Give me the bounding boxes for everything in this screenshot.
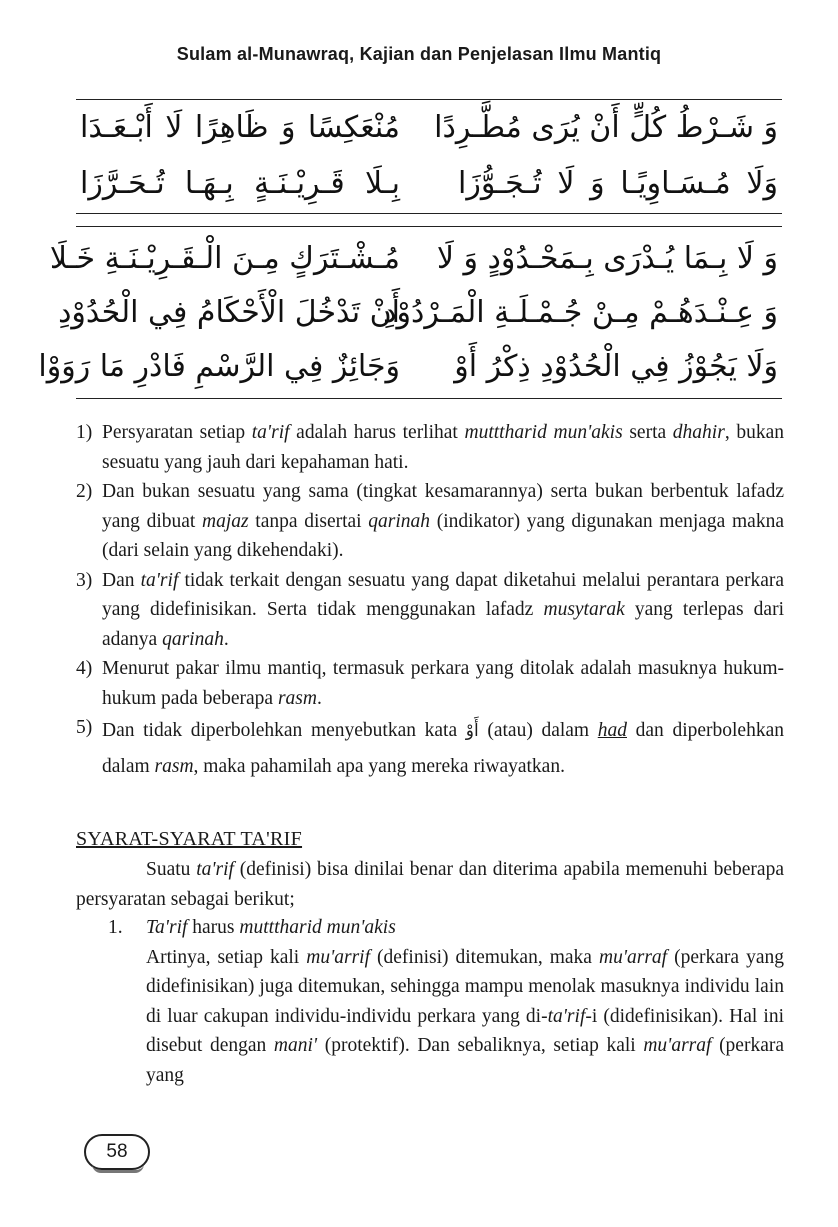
note-text: Dan ta'rif tidak terkait dengan sesuatu yang dapat diketahui melalui perantara perkara yang didefinisikan. Serta tidak menggunakan lafadz musytarak yang terlepas dari adanya qarinah.	[102, 569, 784, 650]
note-item	[76, 418, 784, 477]
requirement-number: 1.	[108, 917, 123, 938]
note-text: Menurut pakar ilmu mantiq, termasuk perkara yang ditolak adalah masuknya hukum-hukum pada beberapa rasm.	[102, 658, 784, 709]
running-header: Sulam al-Munawraq, Kajian dan Penjelasan Ilmu Mantiq	[176, 44, 662, 64]
verse-sadr: وَلَا يَجُوْزُ فِي الْحُدُوْدِ ذِكْرُ أَوْ	[454, 349, 778, 384]
verse-line	[76, 103, 782, 153]
note-number: 3)	[76, 569, 93, 591]
note-text: Dan tidak diperbolehkan menyebutkan kata أَوْ (atau) dalam had dan diperbolehkan dalam rasm, maka pahamilah apa yang mereka riwayatkan.	[102, 720, 784, 777]
verse-rule-mid-b	[76, 226, 782, 227]
verse-line	[38, 342, 782, 392]
note-item	[76, 566, 784, 655]
verse-sadr: وَ لَا بِـمَا يُـدْرَى بِـمَحْـدُوْدٍ وَ لَا	[436, 241, 778, 276]
verse-rule-top	[76, 99, 782, 100]
section-intro: Suatu ta'rif (definisi) bisa dinilai benar dan diterima apabila memenuhi beberapa persyaratan sebagai berikut;	[76, 859, 784, 910]
verse-sadr: وَ عِـنْـدَهُـمْ مِـنْ جُـمْـلَـةِ الْمَـرْدُوْدِ	[383, 295, 778, 330]
note-number: 5)	[76, 717, 93, 738]
translation-notes	[76, 418, 784, 784]
requirement-paragraph: Artinya, setiap kali mu'arrif (definisi) ditemukan, maka mu'arraf (perkara yang didefinisikan) juga ditemukan, sehingga mampu menolak masuknya individu lain di luar cakupan individu-individu perkara yang di-ta'rif-i (didefinisikan). Hal ini disebut dengan mani' (protektif). Dan sebaliknya, setiap kali mu'arraf (perkara yang	[146, 946, 785, 1086]
note-number: 4)	[76, 658, 93, 679]
section-title: SYARAT-SYARAT TA'RIF	[76, 828, 303, 850]
verse-ajuz: مُـشْـتَرَكٍ مِـنَ الْـقَـرِيْـنَـةِ خَـلَا	[49, 241, 400, 276]
note-number: 1)	[76, 422, 93, 443]
verse-sadr: وَ شَـرْطُ كُلٍّ أَنْ يُرَى مُطَّـرِدًا	[434, 110, 778, 145]
requirement-body	[146, 913, 784, 1090]
verse-ajuz: أَنْ تَدْخُلَ الْأَحْكَامُ فِي الْحُدُوْدِ	[58, 295, 400, 330]
verse-sadr: وَلَا مُـسَـاوِيًـا وَ لَا تُـجَـوُّزَا	[458, 166, 778, 201]
verse-line	[58, 288, 782, 338]
verse-rule-mid-a	[76, 213, 782, 214]
note-item	[76, 477, 784, 566]
verse-rule-bottom	[76, 398, 782, 399]
verse-line	[76, 159, 782, 209]
arabic-word-aw: أَوْ	[465, 721, 479, 741]
verse-ajuz: وَجَائِزٌ فِي الرَّسْمِ فَادْرِ مَا رَوَوْا	[38, 349, 400, 384]
note-number: 2)	[76, 481, 93, 502]
verse-line	[49, 234, 782, 284]
page-number-badge: 58	[84, 1134, 150, 1170]
note-item	[76, 713, 784, 784]
verse-ajuz: مُنْعَكِسًا وَ ظَاهِرًا لَا أَبْـعَـدَا	[80, 110, 400, 145]
verse-ajuz: بِـلَا قَـرِيْـنَـةٍ بِـهَـا تُـحَـرَّزَا	[80, 166, 400, 201]
note-item	[76, 654, 784, 713]
note-text: Dan bukan sesuatu yang sama (tingkat kesamarannya) serta bukan berbentuk lafadz yang dibuat majaz tanpa disertai qarinah (indikator) yang digunakan menjaga makna (dari selain yang dikehendaki).	[102, 481, 784, 561]
requirement-heading: Ta'rif harus mutttharid mun'akis	[146, 917, 396, 938]
note-text: Persyaratan setiap ta'rif adalah harus terlihat mutttharid mun'akis serta dhahir, bukan sesuatu yang jauh dari kepahaman hati.	[102, 422, 784, 473]
